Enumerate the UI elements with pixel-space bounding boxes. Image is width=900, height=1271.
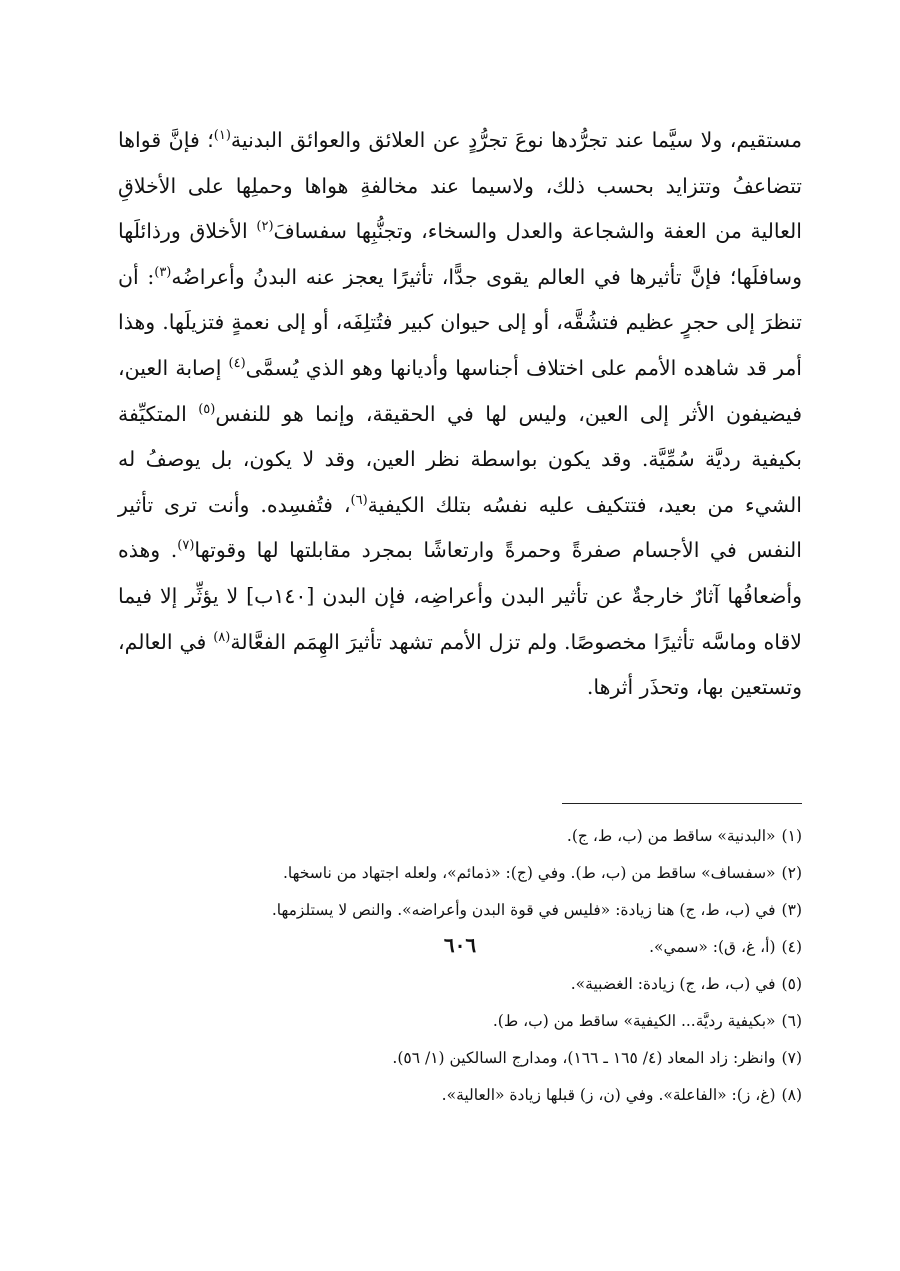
text-segment: ؛ فإنَّ قواها تتضاعفُ وتتزايد بحسب ذلك، ولاسيما عند مخالفةِ هواها وحملِها على الأخلاقِ العالية من العفة والشجاعة والعدل والسخاء، وتجنُّبِها سفسافَ <box>118 128 802 244</box>
text-segment: المتكيِّفة بكيفية رديَّة سُمِّيَّة. وقد يكون بواسطة نظر العين، وقد لا يكون، بل يوصفُ له الشيء من بعيد، فتتكيف عليه نفسُه بتلك الكيفية <box>118 401 802 517</box>
main-text <box>118 118 802 711</box>
page-number: ٦٠٦ <box>443 933 477 957</box>
footnote-ref: (١) <box>213 128 231 144</box>
footnote-item <box>118 818 802 855</box>
footnote-number: (٢) <box>781 864 802 882</box>
footnote-number: (٧) <box>781 1049 802 1067</box>
footnote-item <box>118 855 802 892</box>
footnote-ref: (٢) <box>256 219 274 235</box>
footnote-ref: (٧) <box>177 538 195 554</box>
text-segment: مستقيم، ولا سيَّما عند تجرُّدها نوعَ تجرُّدٍ عن العلائق والعوائق البدنية <box>230 128 802 152</box>
text-segment: الأخلاق ورذائلَها وسافلَها؛ فإنَّ تأثيرها في العالم يقوى جدًّا، تأثيرًا يعجز عنه البدنُ وأعراضُه <box>118 219 802 289</box>
document-page <box>118 118 802 1228</box>
footnote-text: (أ، غ، ق): «سمي». <box>649 938 776 956</box>
footnote-number: (٨) <box>781 1086 802 1104</box>
footnote-text: «سفساف» ساقط من (ب، ط). وفي (ج): «ذمائم»، ولعله اجتهاد من ناسخها. <box>283 864 776 882</box>
footnotes-list <box>118 818 802 1114</box>
footnote-text: (غ، ز): «الفاعلة». وفي (ن، ز) قبلها زيادة «العالية». <box>441 1086 776 1104</box>
footnote-number: (١) <box>781 827 802 845</box>
footnote-item <box>118 892 802 929</box>
footnote-text: «بكيفية رديَّة... الكيفية» ساقط من (ب، ط). <box>492 1012 776 1030</box>
text-segment: إصابة العين، فيضيفون الأثر إلى العين، وليس لها في الحقيقة، وإنما هو للنفس <box>118 355 802 426</box>
footnote-divider <box>562 803 802 804</box>
footnote-text: «البدنية» ساقط من (ب، ط، ج). <box>566 827 776 845</box>
footnote-item <box>118 966 802 1003</box>
footnote-item <box>118 1040 802 1077</box>
footnote-ref: (٨) <box>213 629 231 645</box>
footnote-ref: (٤) <box>228 356 246 372</box>
text-segment: في العالم، وتستعين بها، وتحذَر أثرها. <box>118 629 802 700</box>
footnote-ref: (٦) <box>350 492 368 508</box>
footnote-item <box>118 1077 802 1114</box>
footnote-number: (٥) <box>781 975 802 993</box>
text-segment: : أن تنظرَ إلى حجرٍ عظيم فتشُقَّه، أو إلى حيوان كبير فتُتلِفَه، أو إلى نعمةٍ فتزيلَها. وهذا أمر قد شاهده الأمم على اختلاف أجناسها وأديانها وهو الذي يُسمَّى <box>118 264 803 380</box>
footnote-text: وانظر: زاد المعاد (٤/ ١٦٥ ـ ١٦٦)، ومدارج السالكين (١/ ٥٦). <box>392 1049 776 1067</box>
footnote-ref: (٣) <box>154 264 172 280</box>
text-segment: . وهذه وأضعافُها آثارٌ خارجةٌ عن تأثير البدن وأعراضِه، فإن البدن [١٤٠ب] لا يؤثِّر إلا فيما لاقاه وماسَّه تأثيرًا مخصوصًا. ولم تزل الأمم تشهد تأثيرَ الهِمَم الفعَّالة <box>118 538 802 654</box>
footnote-ref: (٥) <box>198 401 216 417</box>
footnote-text: في (ب، ط، ج) هنا زيادة: «فليس في قوة البدن وأعراضه». والنص لا يستلزمها. <box>271 901 776 919</box>
text-segment: ، فتُفسِده. وأنت ترى تأثير النفس في الأجسام صفرةً وحمرةً وارتعاشًا بمجرد مقابلتها لها وقوتها <box>118 492 802 563</box>
footnote-number: (٤) <box>781 938 802 956</box>
footnote-number: (٣) <box>781 901 802 919</box>
footnote-text: في (ب، ط، ج) زيادة: الغضبية». <box>570 975 776 993</box>
footnote-item <box>118 1003 802 1040</box>
footnote-number: (٦) <box>781 1012 802 1030</box>
